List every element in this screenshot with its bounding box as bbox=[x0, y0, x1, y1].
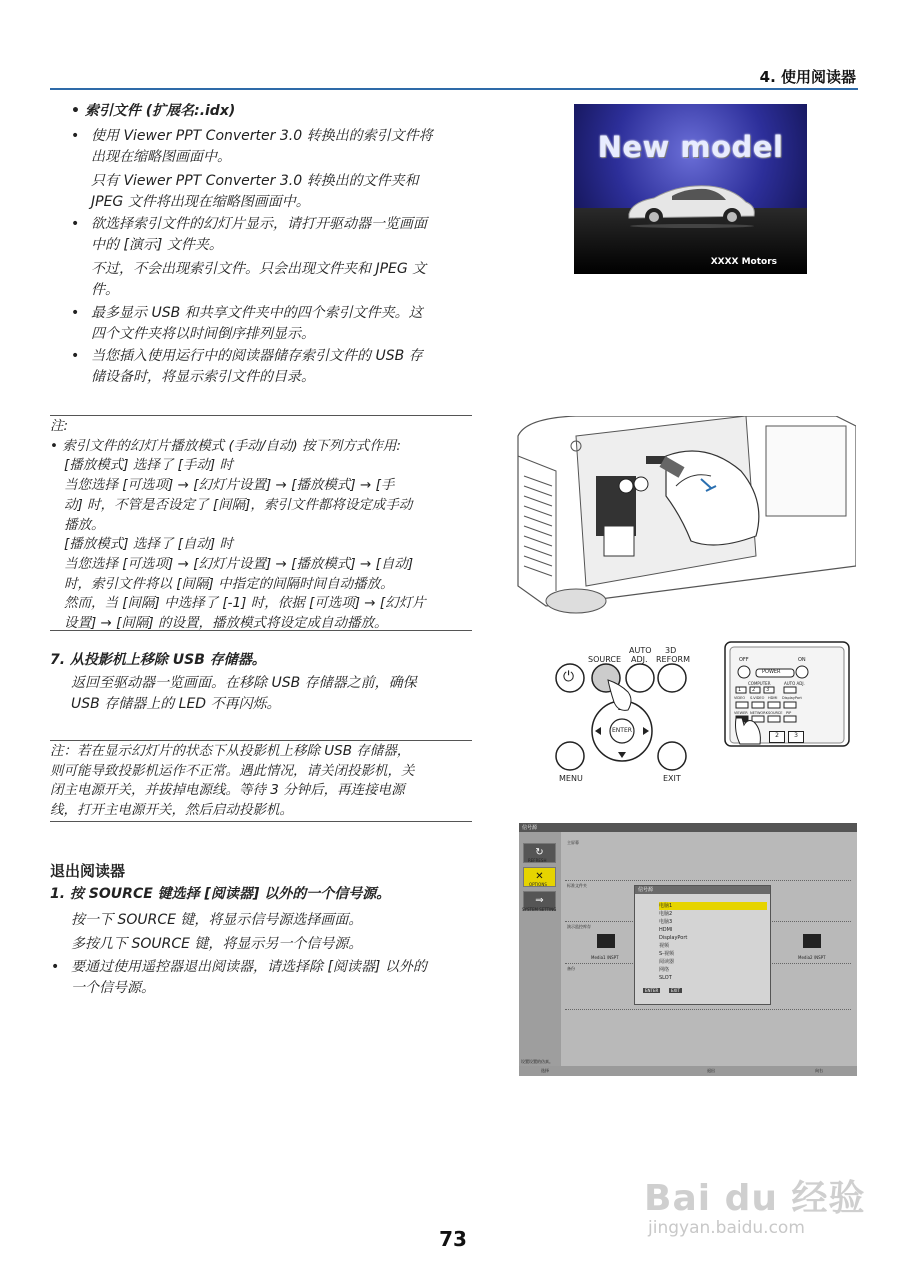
remote-computer-label: COMPUTER bbox=[748, 681, 771, 686]
projector-usb-illustration bbox=[516, 416, 856, 616]
text-line: 一个信号源。 bbox=[71, 980, 155, 996]
text-line: 件。 bbox=[91, 282, 119, 298]
enter-label: ENTER bbox=[612, 727, 632, 734]
remote-displayport: DisplayPort bbox=[782, 696, 802, 700]
row-label-3: 演示监控库存 bbox=[567, 924, 591, 929]
screen-statusbar bbox=[519, 1059, 857, 1076]
slide-thumbnail bbox=[574, 104, 807, 274]
text-line: USB 存储器上的 LED 不再闪烁。 bbox=[71, 696, 281, 712]
car-icon bbox=[624, 180, 759, 228]
step7-body bbox=[71, 673, 481, 715]
text-line: 则可能导致投影机运作不正常。遇此情况，请关闭投影机，关 bbox=[50, 762, 415, 779]
viewer-screen bbox=[519, 823, 857, 1076]
text-line: 线，打开主电源开关，然后启动投影机。 bbox=[50, 801, 293, 818]
text-line: 设置] → [间隔] 的设置，播放模式将设定成自动播放。 bbox=[64, 615, 388, 632]
remote-bottom-3[interactable]: 3 bbox=[788, 731, 804, 743]
text-line: 储设备时，将显示索引文件的目录。 bbox=[91, 369, 315, 385]
source-option[interactable]: 电脑2 bbox=[659, 911, 673, 917]
source-label: SOURCE bbox=[588, 655, 622, 664]
remote-network: NETWORK bbox=[750, 711, 768, 715]
dialog-enter-key[interactable]: ENTER bbox=[645, 988, 659, 993]
exit-title: 退出阅读器 bbox=[50, 862, 126, 880]
reform-label: REFORM bbox=[656, 655, 690, 664]
remote-source: SOURCE bbox=[768, 711, 783, 715]
slide-brand: XXXX Motors bbox=[710, 257, 777, 267]
text-line: • 当您插入使用运行中的阅读器储存索引文件的 USB 存 bbox=[91, 346, 481, 367]
note2-divider-bottom bbox=[50, 821, 472, 822]
refresh-label: REFRESH bbox=[528, 858, 547, 863]
remote-key-2[interactable]: 2 bbox=[752, 687, 756, 693]
note-label: 注: bbox=[50, 418, 69, 434]
text-line: 然而，当 [间隔] 中选择了 [-1] 时，依据 [可选项] → [幻灯片 bbox=[64, 595, 426, 612]
slide-title: New model bbox=[597, 130, 784, 164]
text-line: • 要通过使用遥控器退出阅读器，请选择除 [阅读器] 以外的 bbox=[71, 957, 481, 978]
source-option[interactable]: 视频 bbox=[659, 943, 670, 949]
system-setting-icon[interactable]: ⇒ bbox=[523, 891, 556, 911]
source-option[interactable]: SLOT bbox=[659, 975, 672, 981]
text-line: 只有 Viewer PPT Converter 3.0 转换出的文件夹和 bbox=[91, 173, 419, 189]
index-heading: • 索引文件 (扩展名:.idx) bbox=[71, 103, 236, 119]
text-line: 多按几下 SOURCE 键，将显示另一个信号源。 bbox=[71, 936, 363, 952]
remote-pip: PIP bbox=[786, 711, 792, 715]
screen-title: 信号源 bbox=[522, 825, 538, 831]
remote-svideo: S-VIDEO bbox=[750, 696, 765, 700]
folder-left-icon[interactable] bbox=[597, 934, 615, 948]
watermark-brand: Bai du 经验 bbox=[644, 1178, 866, 1219]
text-line: 当您选择 [可选项] → [幻灯片设置] → [播放模式] → [手 bbox=[64, 477, 395, 494]
text-line: JPEG 文件将出现在缩略图画面中。 bbox=[91, 194, 310, 210]
source-dialog-title: 信号源 bbox=[635, 886, 770, 894]
page-number: 73 bbox=[439, 1227, 467, 1251]
system-setting-label: SYSTEM SETTING bbox=[522, 907, 557, 912]
note-divider-bottom bbox=[50, 630, 472, 631]
text-line: [播放模式] 选择了 [手动] 时 bbox=[64, 457, 233, 474]
text-line: 不过，不会出现索引文件。只会出现文件夹和 JPEG 文 bbox=[91, 261, 427, 277]
chapter-title: 4. 使用阅读器 bbox=[759, 68, 856, 86]
index-bullet-2 bbox=[91, 214, 481, 301]
note-2 bbox=[50, 742, 480, 820]
text-line: [播放模式] 选择了 [自动] 时 bbox=[64, 536, 233, 553]
folder-right-icon[interactable] bbox=[803, 934, 821, 948]
options-icon[interactable]: ✕ bbox=[523, 867, 556, 887]
header-divider bbox=[50, 88, 858, 90]
index-bullet-4 bbox=[91, 346, 481, 388]
control-panel-illustration bbox=[548, 640, 858, 790]
row-label-1: 主屏幕 bbox=[567, 840, 579, 845]
text-line: 当您选择 [可选项] → [幻灯片设置] → [播放模式] → [自动] bbox=[64, 555, 414, 572]
adj-label: ADJ. bbox=[631, 655, 648, 664]
remote-autoadj-label: AUTO ADJ. bbox=[784, 681, 805, 686]
row-label-4: 备份 bbox=[567, 966, 575, 971]
remote-key-3[interactable]: 3 bbox=[766, 687, 770, 693]
note-1 bbox=[50, 417, 480, 634]
folder-left-label: Media1 \NSPT bbox=[591, 955, 619, 960]
text-line: • 使用 Viewer PPT Converter 3.0 转换出的索引文件将 bbox=[91, 126, 481, 147]
step7-heading: 7. 从投影机上移除 USB 存储器。 bbox=[50, 652, 266, 668]
menu-label: MENU bbox=[559, 774, 583, 783]
remote-key-1[interactable]: 1 bbox=[738, 687, 742, 693]
refresh-icon[interactable]: ↻ bbox=[523, 843, 556, 863]
dialog-exit-key[interactable]: EXIT bbox=[671, 988, 680, 993]
remote-on-label: ON bbox=[798, 657, 806, 663]
source-option[interactable]: 电脑1 bbox=[659, 902, 767, 910]
note-divider-top bbox=[50, 415, 472, 416]
options-label: OPTIONS bbox=[529, 882, 547, 887]
remote-hdmi: HDMI bbox=[768, 696, 778, 700]
status-hint: 设置设置的仿真。 bbox=[521, 1059, 553, 1064]
power-icon[interactable]: ⏻ bbox=[563, 669, 575, 685]
exit-bullet bbox=[71, 957, 481, 999]
exit-step1-body bbox=[71, 908, 481, 956]
text-line: 时，索引文件将以 [间隔] 中指定的间隔时间自动播放。 bbox=[64, 575, 394, 592]
text-line: 按一下 SOURCE 键，将显示信号源选择画面。 bbox=[71, 912, 363, 928]
index-bullet-3 bbox=[91, 303, 481, 345]
text-line: 注：若在显示幻灯片的状态下从投影机上移除 USB 存储器， bbox=[50, 743, 411, 759]
source-option[interactable]: DisplayPort bbox=[659, 935, 688, 941]
text-line: 闭主电源开关，并拔掉电源线。等待 3 分钟后，再连接电源 bbox=[50, 782, 405, 798]
exit-label: EXIT bbox=[663, 774, 681, 783]
source-option[interactable]: 电脑3 bbox=[659, 919, 673, 925]
text-line: • 最多显示 USB 和共享文件夹中的四个索引文件夹。这 bbox=[91, 303, 481, 324]
remote-viewer: VIEWER bbox=[734, 711, 748, 715]
reform-3d-label: 3D bbox=[665, 646, 677, 655]
text-line: 返回至驱动器一览画面。在移除 USB 存储器之前，确保 bbox=[71, 675, 417, 691]
text-line: 播放。 bbox=[64, 516, 105, 533]
row-separator bbox=[565, 880, 851, 881]
watermark-url: jingyan.baidu.com bbox=[648, 1218, 805, 1238]
text-line: 中的 [演示] 文件夹。 bbox=[91, 237, 223, 253]
text-line: 四个文件夹将以时间倒序排列显示。 bbox=[91, 326, 315, 342]
remote-bottom-2[interactable]: 2 bbox=[769, 731, 785, 743]
source-option[interactable]: 网络 bbox=[659, 967, 670, 973]
text-line: • 欲选择索引文件的幻灯片显示，请打开驱动器一览画面 bbox=[91, 214, 481, 235]
remote-video: VIDEO bbox=[734, 696, 746, 700]
status-exit: 退出 bbox=[707, 1068, 715, 1073]
status-select: 选择 bbox=[541, 1068, 549, 1073]
remote-power-label: POWER bbox=[762, 669, 781, 675]
folder-right-label: Media2 \NSPT bbox=[798, 955, 826, 960]
row-separator bbox=[565, 1009, 851, 1010]
exit-step1: 1. 按 SOURCE 键选择 [阅读器] 以外的一个信号源。 bbox=[50, 886, 391, 902]
note2-divider-top bbox=[50, 740, 472, 741]
text-line: • 索引文件的幻灯片播放模式 (手动/自动) 按下列方式作用: bbox=[50, 437, 401, 454]
remote-off-label: OFF bbox=[739, 657, 749, 663]
screen-titlebar bbox=[519, 823, 857, 832]
row-label-2: 标准文件夹 bbox=[567, 883, 587, 888]
status-right: 向右 bbox=[815, 1068, 823, 1073]
source-option[interactable]: HDMI bbox=[659, 927, 673, 933]
index-bullet-1 bbox=[91, 126, 481, 213]
text-line: 动] 时，不管是否设定了 [间隔]，索引文件都将设定成手动 bbox=[64, 496, 413, 513]
source-option[interactable]: S-视频 bbox=[659, 951, 674, 957]
source-dialog bbox=[634, 885, 771, 1005]
source-option[interactable]: 阅读器 bbox=[659, 959, 675, 965]
text-line: 出现在缩略图画面中。 bbox=[91, 149, 231, 165]
auto-label: AUTO bbox=[629, 646, 652, 655]
